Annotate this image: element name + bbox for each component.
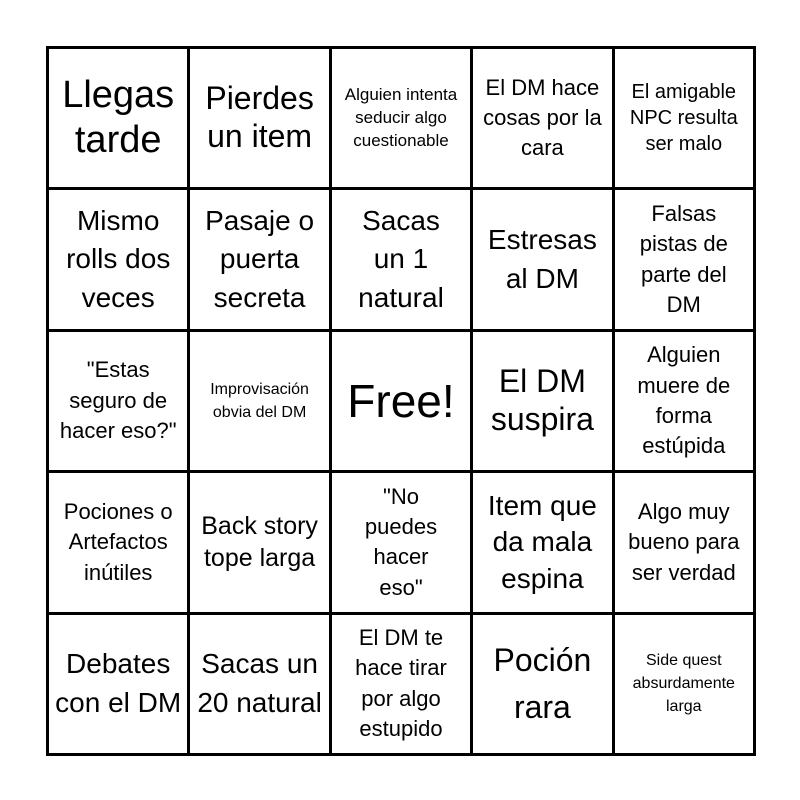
cell-label: Estresas al DM xyxy=(487,223,597,294)
cell-label: Pasaje o puerta secreta xyxy=(205,204,315,313)
bingo-card xyxy=(46,46,756,756)
cell-label: El DM hace cosas por la cara xyxy=(483,74,602,161)
bingo-cell[interactable] xyxy=(473,49,611,187)
cell-label: Algo muy bueno para ser verdad xyxy=(628,498,740,585)
cell-label: Falsas pistas de parte del DM xyxy=(639,200,728,317)
cell-label: Debates con el DM xyxy=(55,648,182,718)
cell-label: Poción rara xyxy=(493,642,592,725)
bingo-cell[interactable] xyxy=(190,332,328,470)
bingo-cell[interactable] xyxy=(615,615,753,753)
cell-label: Mismo rolls dos veces xyxy=(66,204,171,313)
bingo-cell[interactable] xyxy=(190,49,328,187)
cell-label: Sacas un 1 natural xyxy=(358,204,444,313)
bingo-cell[interactable] xyxy=(49,615,187,753)
cell-label: El DM te hace tirar por algo estupido xyxy=(355,625,447,742)
cell-label: Sacas un 20 natural xyxy=(197,648,322,718)
cell-label: Improvisación obvia del DM xyxy=(210,380,309,421)
cell-label: Item que da mala espina xyxy=(487,489,597,594)
bingo-cell[interactable] xyxy=(49,473,187,611)
cell-label: El amigable NPC resulta ser malo xyxy=(629,81,738,156)
cell-label: Pierdes un item xyxy=(205,80,314,155)
cell-label: Side quest absurdamente larga xyxy=(632,652,735,716)
bingo-cell[interactable] xyxy=(615,49,753,187)
cell-label: Alguien muere de forma estúpida xyxy=(637,342,731,459)
cell-label: El DM suspira xyxy=(490,363,594,437)
bingo-cell[interactable] xyxy=(615,332,753,470)
bingo-cell[interactable] xyxy=(332,190,470,328)
cell-label: Alguien intenta seducir algo cuestionable xyxy=(344,84,458,150)
bingo-cell[interactable] xyxy=(332,473,470,611)
bingo-cell[interactable] xyxy=(615,473,753,611)
bingo-cell[interactable] xyxy=(332,49,470,187)
bingo-cell[interactable] xyxy=(473,615,611,753)
bingo-cell[interactable] xyxy=(49,332,187,470)
bingo-cell[interactable] xyxy=(190,473,328,611)
cell-label: Llegas tarde xyxy=(62,73,175,162)
cell-label: "No puedes hacer eso" xyxy=(364,483,438,600)
bingo-cell[interactable] xyxy=(332,615,470,753)
bingo-cell[interactable] xyxy=(49,190,187,328)
bingo-cell[interactable] xyxy=(473,190,611,328)
cell-label: Pociones o Artefactos inútiles xyxy=(63,498,173,585)
bingo-cell[interactable] xyxy=(49,49,187,187)
cell-label: "Estas seguro de hacer eso?" xyxy=(59,357,177,444)
cell-label: Back story tope larga xyxy=(201,512,318,573)
bingo-cell free-space[interactable] xyxy=(332,332,470,470)
free-space-label: Free! xyxy=(347,374,455,427)
bingo-cell[interactable] xyxy=(190,615,328,753)
bingo-cell[interactable] xyxy=(615,190,753,328)
bingo-cell[interactable] xyxy=(473,473,611,611)
bingo-cell[interactable] xyxy=(473,332,611,470)
bingo-cell[interactable] xyxy=(190,190,328,328)
